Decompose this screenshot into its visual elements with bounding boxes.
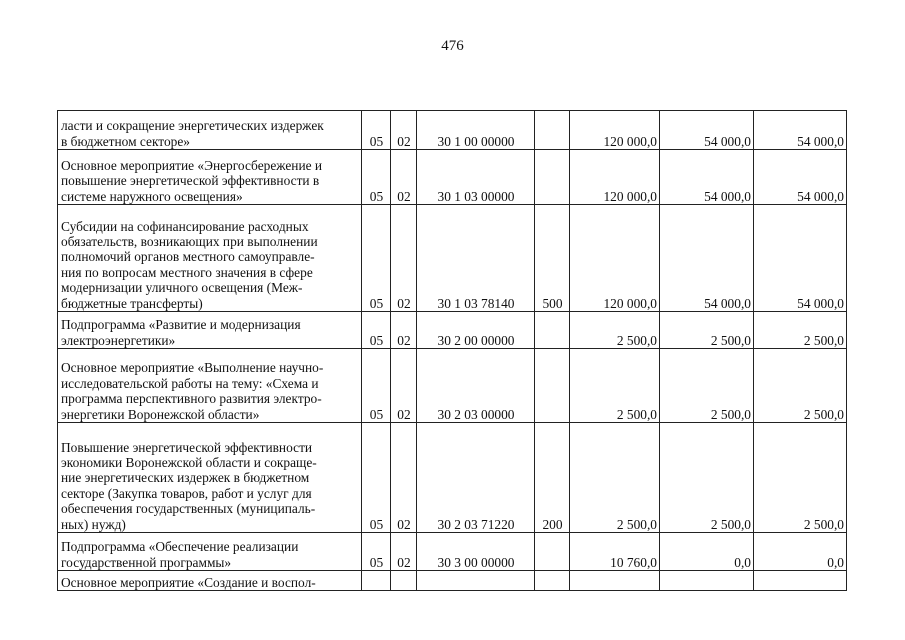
section-code-cell: 05 (362, 423, 391, 533)
amount-year3-cell: 2 500,0 (754, 312, 847, 349)
target-article-cell: 30 2 03 00000 (417, 349, 535, 423)
expense-type-cell (535, 571, 570, 591)
target-article-cell: 30 1 03 00000 (417, 150, 535, 205)
amount-year3-cell: 54 000,0 (754, 205, 847, 312)
table-body (58, 111, 847, 591)
target-article-cell (417, 571, 535, 591)
table-row (58, 349, 847, 423)
amount-year3-cell: 2 500,0 (754, 349, 847, 423)
amount-year1-cell: 2 500,0 (570, 423, 660, 533)
section-code-cell: 05 (362, 150, 391, 205)
page-number: 476 (441, 38, 464, 54)
amount-year2-cell: 54 000,0 (660, 205, 754, 312)
amount-year1-cell (570, 571, 660, 591)
subsection-code-cell: 02 (391, 349, 417, 423)
amount-year2-cell: 2 500,0 (660, 423, 754, 533)
amount-year1-cell: 120 000,0 (570, 150, 660, 205)
row-name-cell (58, 150, 362, 205)
amount-year3-cell: 54 000,0 (754, 111, 847, 150)
amount-year1-cell: 120 000,0 (570, 111, 660, 150)
section-code-cell: 05 (362, 533, 391, 571)
amount-year3-cell: 54 000,0 (754, 150, 847, 205)
amount-year3-cell: 0,0 (754, 533, 847, 571)
amount-year2-cell: 54 000,0 (660, 111, 754, 150)
subsection-code-cell: 02 (391, 533, 417, 571)
amount-year1-cell: 2 500,0 (570, 349, 660, 423)
subsection-code-cell (391, 571, 417, 591)
row-name-text: Повышение энергетической эффективности экономики Воронежской области и сокраще- ние энергетических издержек в бюджетном секторе (Закупка товаров, работ и услуг для обеспечения государственных (муниципаль- ных) нужд) (61, 439, 317, 532)
row-name-cell (58, 571, 362, 591)
table-row (58, 111, 847, 150)
table-row (58, 423, 847, 533)
table-row (58, 312, 847, 349)
amount-year2-cell: 2 500,0 (660, 349, 754, 423)
expense-type-cell: 500 (535, 205, 570, 312)
amount-year3-cell: 2 500,0 (754, 423, 847, 533)
section-code-cell (362, 571, 391, 591)
row-name-text: Подпрограмма «Обеспечение реализации государственной программы» (61, 539, 299, 570)
row-name-text: Основное мероприятие «Энергосбережение и повышение энергетической эффективности в системе наружного освещения» (61, 157, 323, 204)
expense-type-cell: 200 (535, 423, 570, 533)
amount-year3-cell (754, 571, 847, 591)
table-row (58, 571, 847, 591)
amount-year2-cell: 54 000,0 (660, 150, 754, 205)
section-code-cell: 05 (362, 111, 391, 150)
section-code-cell: 05 (362, 205, 391, 312)
amount-year1-cell: 2 500,0 (570, 312, 660, 349)
row-name-text: Субсидии на софинансирование расходных обязательств, возникающих при выполнении полномочий органов местного самоуправле- ния по вопросам местного значения в сфере модернизации уличного освещения (Меж- бюджетные трансферты) (61, 218, 318, 311)
amount-year2-cell: 2 500,0 (660, 312, 754, 349)
amount-year2-cell: 0,0 (660, 533, 754, 571)
table-row (58, 205, 847, 312)
table-row (58, 533, 847, 571)
expense-type-cell (535, 111, 570, 150)
row-name-cell (58, 312, 362, 349)
target-article-cell: 30 3 00 00000 (417, 533, 535, 571)
subsection-code-cell: 02 (391, 150, 417, 205)
subsection-code-cell: 02 (391, 312, 417, 349)
target-article-cell: 30 1 03 78140 (417, 205, 535, 312)
row-name-text: Основное мероприятие «Выполнение научно- исследовательской работы на тему: «Схема и программа перспективного развития электро- энергетики Воронежской области» (61, 360, 324, 422)
row-name-text: Основное мероприятие «Создание и воспол- (61, 574, 316, 590)
amount-year1-cell: 120 000,0 (570, 205, 660, 312)
row-name-text: Подпрограмма «Развитие и модернизация электроэнергетики» (61, 317, 301, 348)
row-name-text: ласти и сокращение энергетических издержек в бюджетном секторе» (61, 118, 324, 149)
expense-type-cell (535, 533, 570, 571)
target-article-cell: 30 1 00 00000 (417, 111, 535, 150)
target-article-cell: 30 2 00 00000 (417, 312, 535, 349)
row-name-cell (58, 533, 362, 571)
expense-type-cell (535, 150, 570, 205)
row-name-cell (58, 423, 362, 533)
section-code-cell: 05 (362, 312, 391, 349)
amount-year2-cell (660, 571, 754, 591)
row-name-cell (58, 205, 362, 312)
amount-year1-cell: 10 760,0 (570, 533, 660, 571)
section-code-cell: 05 (362, 349, 391, 423)
expense-type-cell (535, 349, 570, 423)
row-name-cell (58, 111, 362, 150)
budget-table (57, 110, 847, 591)
subsection-code-cell: 02 (391, 205, 417, 312)
target-article-cell: 30 2 03 71220 (417, 423, 535, 533)
table-row (58, 150, 847, 205)
expense-type-cell (535, 312, 570, 349)
subsection-code-cell: 02 (391, 423, 417, 533)
subsection-code-cell: 02 (391, 111, 417, 150)
row-name-cell (58, 349, 362, 423)
